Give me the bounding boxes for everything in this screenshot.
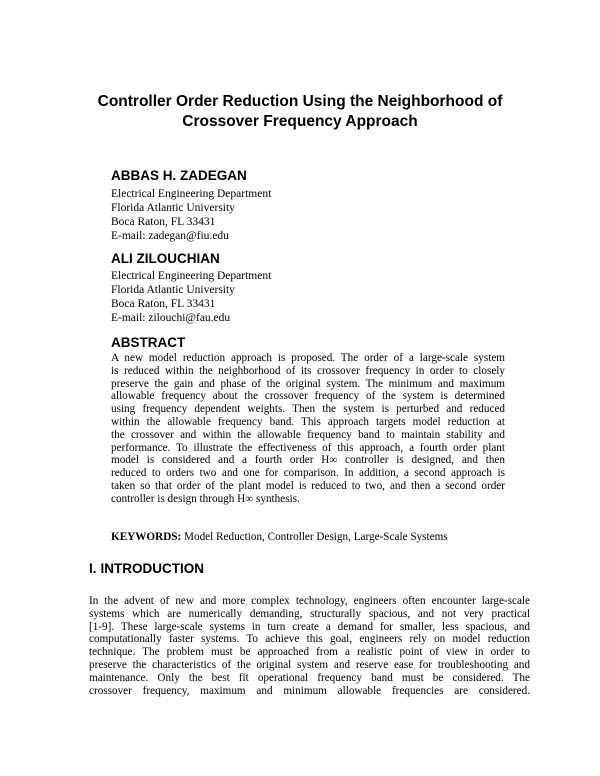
keywords-text: Model Reduction, Controller Design, Large-Scale Systems <box>181 531 448 543</box>
author-2-affiliation <box>111 269 411 325</box>
intro-line: systems which are numerically demanding, structurally spacious, and not very practical <box>89 607 530 620</box>
author-1-affiliation <box>111 187 411 243</box>
intro-line: technique. The problem must be approached from a realistic point of view in order to <box>89 646 530 659</box>
abstract-line: is reduced within the neighborhood of its crossover frequency in order to closely <box>111 364 505 377</box>
section-title: INTRODUCTION <box>100 561 205 576</box>
keywords <box>111 530 531 544</box>
introduction-heading <box>89 561 208 577</box>
author-1-department: Electrical Engineering Department <box>111 188 272 200</box>
author-2-name: ALI ZILOUCHIAN <box>111 251 220 266</box>
section-number: I. <box>89 561 97 576</box>
abstract-line: preserve the gain and phase of the original system. The minimum and maximum <box>111 377 505 390</box>
title-line-1: Controller Order Reduction Using the Neighborhood of <box>97 93 503 110</box>
intro-line: [1-9]. These large-scale systems in turn create a demand for smaller, less spacious, and <box>89 620 530 633</box>
author-2-university: Florida Atlantic University <box>111 284 235 296</box>
author-1-email: E-mail: zadegan@fiu.edu <box>111 230 229 242</box>
intro-line: preserve the characteristics of the original system and reserve ease for troubleshooting and <box>89 658 530 671</box>
author-2-city: Boca Raton, FL 33431 <box>111 298 216 310</box>
abstract-body <box>111 352 505 506</box>
abstract-line: taken so that order of the plant model is reduced to two, and then a second order <box>111 479 505 492</box>
abstract-heading: ABSTRACT <box>111 335 186 350</box>
intro-line: crossover frequency, maximum and minimum allowable frequencies are considered. <box>89 684 530 697</box>
abstract-line: controller is design through H∞ synthesis. <box>111 492 300 505</box>
paper-title <box>60 92 540 132</box>
author-1-university: Florida Atlantic University <box>111 202 235 214</box>
abstract-line: A new model reduction approach is proposed. The order of a large-scale system <box>111 352 505 364</box>
author-2-department: Electrical Engineering Department <box>111 270 272 282</box>
intro-line: maintenance. Only the best fit operational frequency band must be considered. The <box>89 671 530 684</box>
abstract-line: reduced to orders two and one for comparison. In addition, a second approach is <box>111 467 505 480</box>
abstract-line: allowable frequency about the crossover frequency of the system is determined <box>111 390 505 403</box>
introduction-body <box>89 595 530 697</box>
author-1-name: ABBAS H. ZADEGAN <box>111 168 247 183</box>
author-2-email: E-mail: zilouchi@fau.edu <box>111 312 231 324</box>
intro-line: In the advent of new and more complex technology, engineers often encounter large-scale <box>89 595 530 607</box>
abstract-line: the crossover and within the allowable frequency band to maintain stability and <box>111 428 505 441</box>
abstract-line: performance. To illustrate the effectiveness of this approach, a fourth order plant <box>111 441 505 454</box>
abstract-line: using frequency dependent weights. Then the system is perturbed and reduced <box>111 403 505 416</box>
keywords-label: KEYWORDS: <box>111 531 182 543</box>
abstract-line: within the allowable frequency band. This approach targets model reduction at <box>111 415 505 428</box>
author-1-city: Boca Raton, FL 33431 <box>111 216 216 228</box>
intro-line: computationally faster systems. To achieve this goal, engineers rely on model reduction <box>89 633 530 646</box>
abstract-line: model is considered and a fourth order H∞ controller is designed, and then <box>111 454 505 467</box>
title-line-2: Crossover Frequency Approach <box>182 113 418 130</box>
